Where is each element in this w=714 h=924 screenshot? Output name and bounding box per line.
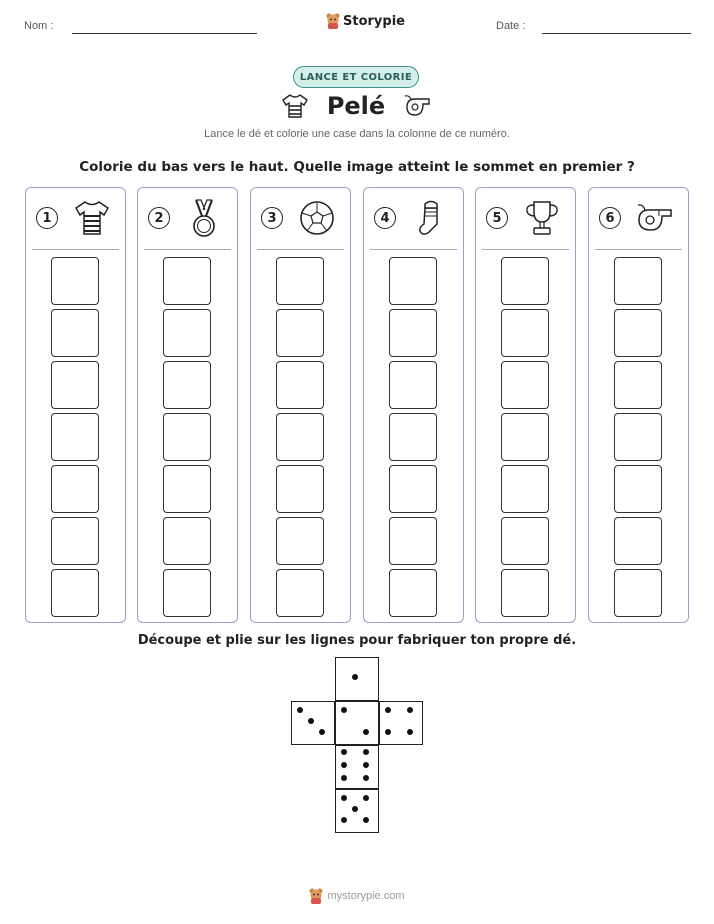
title-row	[0, 92, 714, 120]
subtitle: Lance le dé et colorie une case dans la colonne de ce numéro.	[204, 128, 510, 140]
dice-pip	[363, 749, 369, 755]
dice-pip	[341, 795, 347, 801]
color-box[interactable]	[276, 309, 324, 357]
dice-pip	[385, 707, 391, 713]
cut-instruction: Découpe et plie sur les lignes pour fabriquer ton propre dé.	[137, 633, 577, 648]
column-number: 1	[36, 207, 58, 229]
color-box[interactable]	[51, 465, 99, 513]
color-box[interactable]	[276, 569, 324, 617]
color-box[interactable]	[501, 309, 549, 357]
column-divider	[32, 249, 119, 250]
dice-pip	[341, 749, 347, 755]
column-header	[589, 198, 688, 242]
name-line	[72, 33, 257, 34]
color-box[interactable]	[614, 517, 662, 565]
medal-icon	[184, 198, 224, 238]
color-box[interactable]	[51, 569, 99, 617]
color-box[interactable]	[51, 309, 99, 357]
color-box[interactable]	[51, 361, 99, 409]
dice-face-6	[335, 745, 379, 789]
dice-pip	[297, 707, 303, 713]
color-box[interactable]	[614, 413, 662, 461]
color-box[interactable]	[501, 569, 549, 617]
dice-pip	[385, 729, 391, 735]
color-box[interactable]	[501, 361, 549, 409]
color-box[interactable]	[614, 465, 662, 513]
dice-pip	[341, 707, 347, 713]
color-box[interactable]	[614, 569, 662, 617]
color-box[interactable]	[276, 361, 324, 409]
color-box[interactable]	[389, 465, 437, 513]
column-2	[137, 187, 238, 623]
color-box[interactable]	[276, 413, 324, 461]
bear-logo-icon	[309, 888, 323, 904]
color-box[interactable]	[163, 361, 211, 409]
color-box[interactable]	[276, 517, 324, 565]
column-number: 6	[599, 207, 621, 229]
dice-pip	[352, 674, 358, 680]
dice-pip	[363, 729, 369, 735]
activity-badge: LANCE ET COLORIE	[293, 66, 419, 88]
column-1	[25, 187, 126, 623]
column-5	[475, 187, 576, 623]
column-number: 4	[374, 207, 396, 229]
color-box[interactable]	[614, 309, 662, 357]
color-box[interactable]	[51, 413, 99, 461]
dice-face-1	[335, 657, 379, 701]
dice-face-2	[335, 701, 379, 745]
color-box[interactable]	[389, 517, 437, 565]
dice-pip	[341, 762, 347, 768]
dice-pip	[363, 795, 369, 801]
instruction: Colorie du bas vers le haut. Quelle image atteint le sommet en premier ?	[79, 159, 635, 175]
column-header	[251, 198, 350, 242]
date-label: Date :	[496, 20, 526, 32]
dice-pip	[319, 729, 325, 735]
brand-logo	[326, 13, 405, 29]
column-divider	[257, 249, 344, 250]
column-4	[363, 187, 464, 623]
dice-face-3	[291, 701, 335, 745]
color-box[interactable]	[614, 361, 662, 409]
column-3	[250, 187, 351, 623]
column-divider	[144, 249, 231, 250]
dice-pip	[407, 707, 413, 713]
color-box[interactable]	[163, 413, 211, 461]
column-header	[476, 198, 575, 242]
bear-logo-icon	[326, 13, 340, 29]
color-box[interactable]	[163, 465, 211, 513]
dice-pip	[363, 775, 369, 781]
column-header	[138, 198, 237, 242]
shirt-icon	[281, 93, 309, 119]
color-box[interactable]	[389, 361, 437, 409]
trophy-icon	[522, 198, 562, 238]
whistle-icon	[635, 198, 675, 238]
dice-pip	[341, 775, 347, 781]
footer	[0, 888, 714, 904]
color-box[interactable]	[276, 465, 324, 513]
color-box[interactable]	[614, 257, 662, 305]
color-box[interactable]	[51, 517, 99, 565]
color-box[interactable]	[163, 569, 211, 617]
brand-name: Storypie	[343, 13, 405, 29]
column-6	[588, 187, 689, 623]
dice-pip	[407, 729, 413, 735]
column-number: 3	[261, 207, 283, 229]
color-box[interactable]	[163, 257, 211, 305]
column-header	[364, 198, 463, 242]
color-box[interactable]	[51, 257, 99, 305]
name-label: Nom :	[24, 20, 54, 32]
column-header	[26, 198, 125, 242]
color-box[interactable]	[389, 257, 437, 305]
color-box[interactable]	[163, 517, 211, 565]
column-divider	[482, 249, 569, 250]
footer-url: mystorypie.com	[327, 890, 405, 902]
page-title: Pelé	[326, 92, 386, 120]
color-box[interactable]	[501, 517, 549, 565]
color-box[interactable]	[501, 465, 549, 513]
dice-pip	[363, 762, 369, 768]
dice-face-5	[335, 789, 379, 833]
column-divider	[595, 249, 682, 250]
column-divider	[370, 249, 457, 250]
column-number: 2	[148, 207, 170, 229]
shirt-icon	[72, 198, 112, 238]
dice-pip	[352, 806, 358, 812]
color-box[interactable]	[389, 569, 437, 617]
dice-pip	[308, 718, 314, 724]
color-box[interactable]	[389, 309, 437, 357]
color-box[interactable]	[389, 413, 437, 461]
color-box[interactable]	[276, 257, 324, 305]
soccer-ball-icon	[297, 198, 337, 238]
dice-pip	[363, 817, 369, 823]
color-box[interactable]	[501, 257, 549, 305]
column-number: 5	[486, 207, 508, 229]
sock-icon	[410, 198, 450, 238]
date-line	[542, 33, 691, 34]
color-box[interactable]	[163, 309, 211, 357]
dice-pip	[341, 817, 347, 823]
color-box[interactable]	[501, 413, 549, 461]
whistle-icon	[403, 93, 433, 119]
dice-face-4	[379, 701, 423, 745]
